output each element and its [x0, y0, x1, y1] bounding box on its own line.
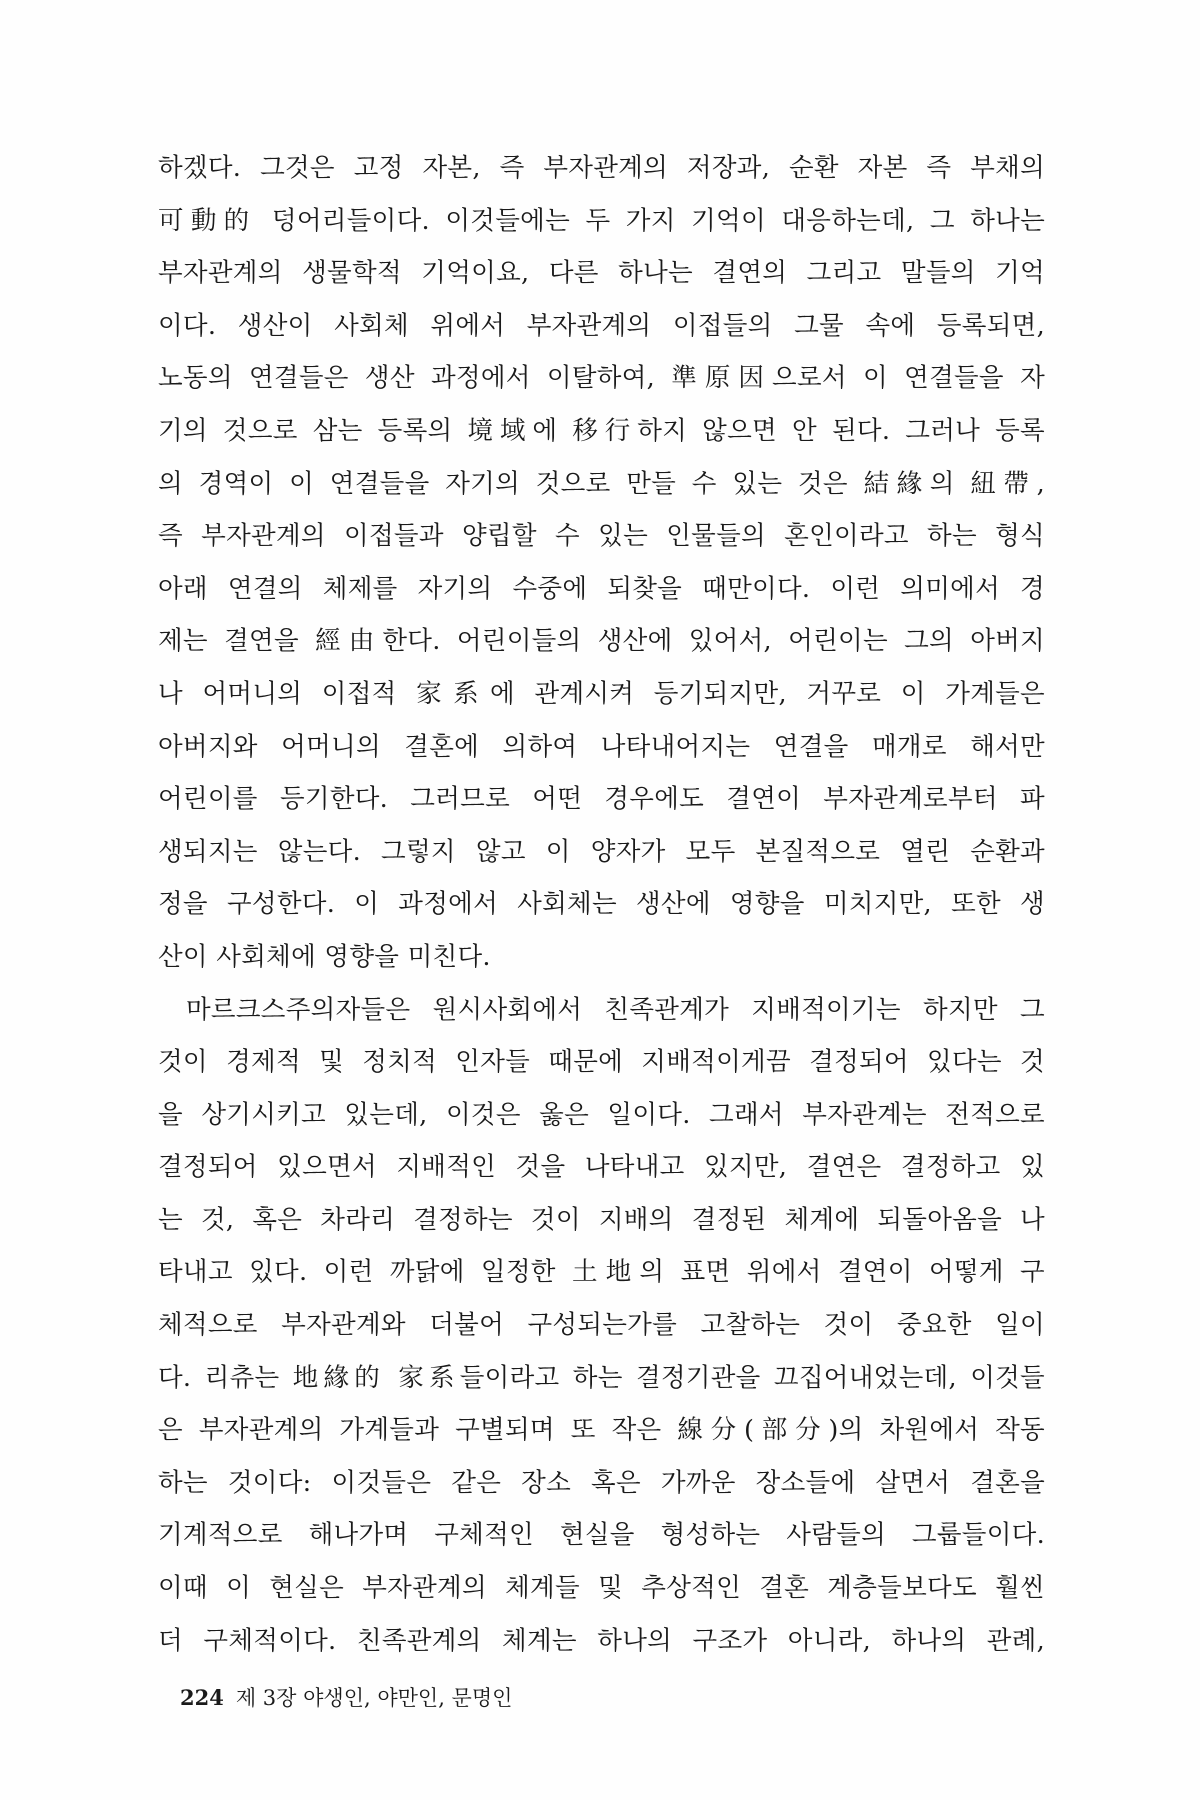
body-text	[158, 142, 1045, 1667]
text-line: 아버지와 어머니의 결혼에 의하여 나타내어지는 연결을 매개로 해서만	[158, 731, 1045, 762]
text-line: 부자관계의 생물학적 기억이요, 다른 하나는 결연의 그리고 말들의 기억	[158, 258, 1045, 289]
text-line: 는 것, 혹은 차라리 결정하는 것이 지배의 결정된 체계에 되돌아옴을 나	[158, 1204, 1045, 1235]
text-line: 마르크스주의자들은 원시사회에서 친족관계가 지배적이기는 하지만 그	[186, 994, 1045, 1025]
page-footer	[180, 1682, 512, 1712]
text-line: 의 경역이 이 연결들을 자기의 것으로 만들 수 있는 것은 結緣의 紐帶,	[158, 468, 1045, 499]
text-line: 하는 것이다: 이것들은 같은 장소 혹은 가까운 장소들에 살면서 결혼을	[158, 1467, 1045, 1498]
text-line: 다. 리츄는 地緣的 家系들이라고 하는 결정기관을 끄집어내었는데, 이것들	[158, 1362, 1045, 1393]
text-line: 생되지는 않는다. 그렇지 않고 이 양자가 모두 본질적으로 열린 순환과	[158, 836, 1045, 867]
text-line: 정을 구성한다. 이 과정에서 사회체는 생산에 영향을 미치지만, 또한 생	[158, 889, 1045, 920]
paragraph-1	[158, 142, 1045, 984]
text-line: 이다. 생산이 사회체 위에서 부자관계의 이접들의 그물 속에 등록되면,	[158, 310, 1045, 341]
text-line: 타내고 있다. 이런 까닭에 일정한 土地의 표면 위에서 결연이 어떻게 구	[158, 1257, 1045, 1288]
text-line: 것이 경제적 및 정치적 인자들 때문에 지배적이게끔 결정되어 있다는 것	[158, 1047, 1045, 1078]
text-line: 어린이를 등기한다. 그러므로 어떤 경우에도 결연이 부자관계로부터 파	[158, 784, 1045, 815]
text-line: 체적으로 부자관계와 더불어 구성되는가를 고찰하는 것이 중요한 일이	[158, 1310, 1045, 1341]
text-line: 기계적으로 해나가며 구체적인 현실을 형성하는 사람들의 그룹들이다.	[158, 1520, 1045, 1551]
text-line: 은 부자관계의 가계들과 구별되며 또 작은 線分(部分)의 차원에서 작동	[158, 1415, 1045, 1446]
text-line: 可動的 덩어리들이다. 이것들에는 두 가지 기억이 대응하는데, 그 하나는	[158, 205, 1045, 236]
text-line: 하겠다. 그것은 고정 자본, 즉 부자관계의 저장과, 순환 자본 즉 부채의	[158, 153, 1045, 183]
text-line: 노동의 연결들은 생산 과정에서 이탈하여, 準原因으로서 이 연결들을 자	[158, 363, 1045, 394]
text-line: 이때 이 현실은 부자관계의 체계들 및 추상적인 결혼 계층들보다도 훨씬	[158, 1573, 1045, 1604]
text-line: 제는 결연을 經由한다. 어린이들의 생산에 있어서, 어린이는 그의 아버지	[158, 626, 1045, 657]
text-line: 아래 연결의 체제를 자기의 수중에 되찾을 때만이다. 이런 의미에서 경	[158, 573, 1045, 604]
text-line: 즉 부자관계의 이접들과 양립할 수 있는 인물들의 혼인이라고 하는 형식	[158, 521, 1045, 552]
text-line: 을 상기시키고 있는데, 이것은 옳은 일이다. 그래서 부자관계는 전적으로	[158, 1099, 1045, 1130]
text-line: 산이 사회체에 영향을 미친다.	[158, 941, 491, 972]
text-line: 기의 것으로 삼는 등록의 境域에 移行하지 않으면 안 된다. 그러나 등록	[158, 415, 1045, 446]
text-line: 결정되어 있으면서 지배적인 것을 나타내고 있지만, 결연은 결정하고 있	[158, 1152, 1045, 1183]
paragraph-2	[158, 984, 1045, 1668]
page-number: 224	[180, 1685, 224, 1710]
text-line: 더 구체적이다. 친족관계의 체계는 하나의 구조가 아니라, 하나의 관례,	[158, 1625, 1045, 1656]
running-chapter-title: 제 3장 야생인, 야만인, 문명인	[235, 1686, 513, 1710]
text-line: 나 어머니의 이접적 家系에 관계시켜 등기되지만, 거꾸로 이 가계들은	[158, 678, 1045, 709]
